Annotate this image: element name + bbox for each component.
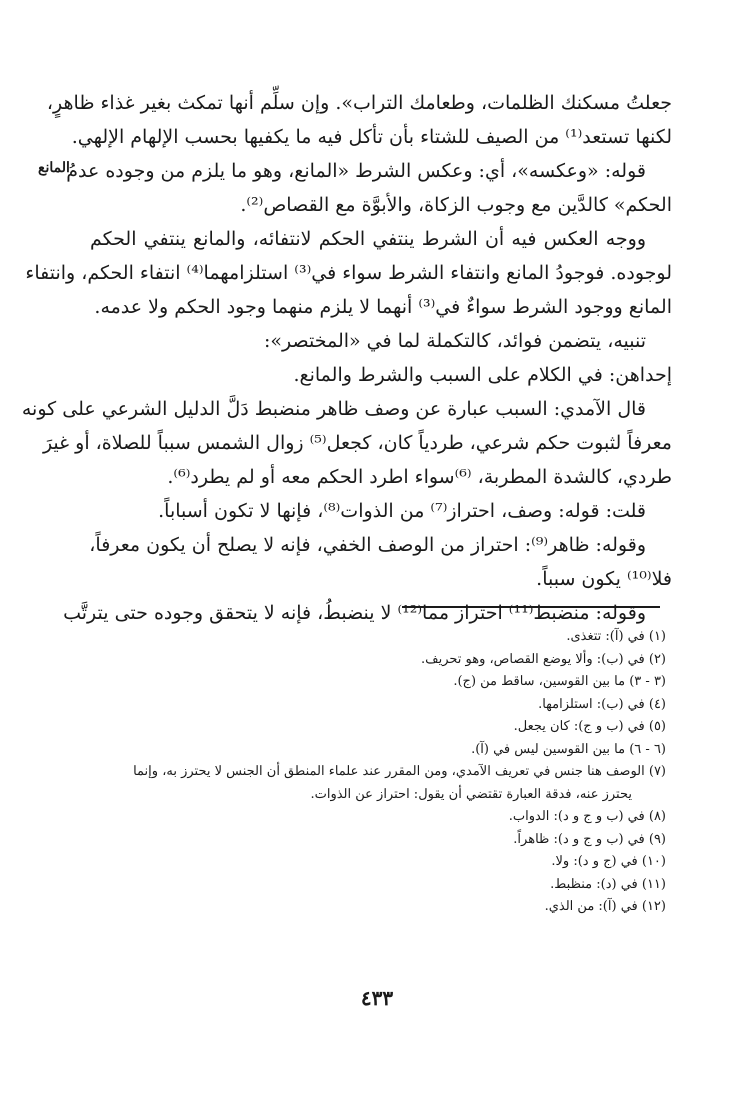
text-line: تنبيه، يتضمن فوائد، كالتكملة لما في «المختصر»: <box>263 330 646 352</box>
text-line: قوله: «وعكسه»، أي: وعكس الشرط «المانع، وهو ما يلزم من وجوده عدمُ <box>66 160 646 182</box>
footnote: (١) في (آ): تتغذى. <box>566 629 666 644</box>
text-line: فلا⁽¹⁰⁾ يكون سبباً. <box>536 568 672 590</box>
footnote: (٦ - ٦) ما بين القوسين ليس في (آ). <box>471 741 666 757</box>
text-line: طردي، كالشدة المطربة، ⁽⁶⁾سواء اطرد الحكم معه أو لم يطرد⁽⁶⁾. <box>167 466 672 488</box>
text-line: قال الآمدي: السبب عبارة عن وصف ظاهر منضبط دَلَّ الدليل الشرعي على كونه <box>21 398 646 420</box>
page-number: ٤٣٣ <box>360 986 394 1010</box>
footnote: (١٠) في (ج و د): ولا. <box>551 854 666 869</box>
footnote: (٥) في (ب و ج): كان يجعل. <box>513 719 666 734</box>
text-line: إحداهن: في الكلام على السبب والشرط والمانع. <box>293 364 672 386</box>
footnote-separator <box>402 606 660 608</box>
text-line: وقوله: ظاهر⁽⁹⁾: احتراز من الوصف الخفي، فإنه لا يصلح أن يكون معرفاً، <box>89 534 646 556</box>
text-line: معرفاً لثبوت حكم شرعي، طردياً كان، كجعل⁽⁵⁾ زوال الشمس سبباً للصلاة، أو غيرَ <box>42 432 672 454</box>
main-text <box>21 86 672 630</box>
footnote: (٨) في (ب و ج و د): الدواب. <box>508 809 666 824</box>
text-line: جعلتُ مسكنك الظلمات، وطعامك التراب». وإن سلِّم أنها تمكث بغير غذاء ظاهرٍ، <box>46 92 672 114</box>
footnote-continuation: يحترز عنه، فدقة العبارة تقتضي أن يقول: احتراز عن الذوات. <box>310 786 632 802</box>
margin-note: المانع <box>38 160 70 176</box>
footnote: (٣ - ٣) ما بين القوسين، ساقط من (ج). <box>453 674 666 689</box>
footnote: (٤) في (ب): استلزامها. <box>538 696 666 712</box>
text-line: وقوله: منضبط⁽¹¹⁾ احتراز مما⁽¹²⁾ لا ينضبطُ، فإنه لا يتحقق وجوده حتى يترتَّب <box>63 602 646 624</box>
footnote: (٩) في (ب و ج و د): ظاهراً. <box>513 831 666 847</box>
text-line: المانع ووجود الشرط سواءٌ في⁽³⁾ أنهما لا يلزم منهما وجود الحكم ولا عدمه. <box>94 296 672 318</box>
text-line: لوجوده. فوجودُ المانع وانتفاء الشرط سواء في⁽³⁾ استلزامهما⁽⁴⁾ انتفاء الحكم، وانتفاء <box>25 262 672 284</box>
footnotes <box>70 626 666 919</box>
text-line: الحكم» كالدَّين مع وجوب الزكاة، والأبوَّة مع القصاص⁽²⁾. <box>240 194 672 216</box>
footnote: (١١) في (د): منظبط. <box>550 876 666 892</box>
footnote: (١٢) في (آ): من الذي. <box>544 899 666 914</box>
text-line: قلت: قوله: وصف، احتراز⁽⁷⁾ من الذوات⁽⁸⁾، فإنها لا تكون أسباباً. <box>158 500 646 522</box>
footnote: (٢) في (ب): وألا يوضع القصاص، وهو تحريف. <box>420 651 666 667</box>
text-line: ووجه العكس فيه أن الشرط ينتفي الحكم لانتفائه، والمانع ينتفي الحكم <box>90 228 646 250</box>
footnote: (٧) الوصف هنا جنس في تعريف الآمدي، ومن المقرر عند علماء المنطق أن الجنس لا يحترز به، وإنما <box>133 764 666 779</box>
text-line: لكنها تستعد⁽¹⁾ من الصيف للشتاء بأن تأكل فيه ما يكفيها بحسب الإلهام الإلهي. <box>71 126 672 148</box>
